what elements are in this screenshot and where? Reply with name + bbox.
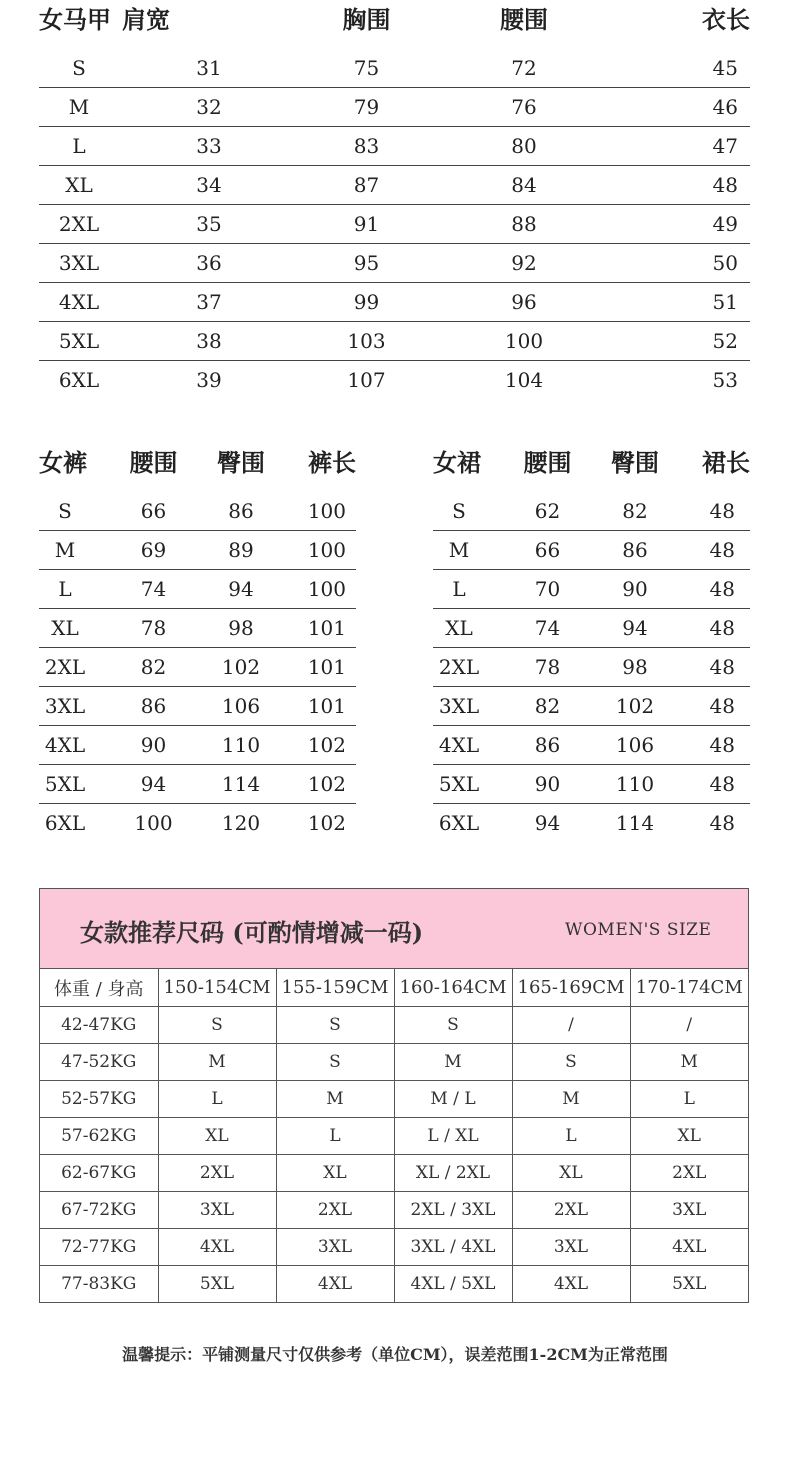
- recommended-size-cell: L: [276, 1118, 394, 1155]
- height-range-header: 150-154CM: [158, 969, 276, 1007]
- vest-measure-cell: 31: [119, 49, 299, 88]
- skirt-measure-cell: 110: [610, 765, 660, 804]
- vest-size-label: 4XL: [39, 283, 119, 322]
- recommended-size-cell: 2XL: [630, 1155, 748, 1192]
- vest-size-row: [39, 205, 750, 244]
- pants-measure-cell: 120: [221, 811, 261, 835]
- vest-measure-cell: 36: [119, 244, 299, 283]
- recommended-row: [40, 1266, 748, 1303]
- vest-header-cell: 胸围: [342, 5, 391, 34]
- skirt-measure-cell: 48: [660, 531, 750, 570]
- recommended-row: [40, 1192, 748, 1229]
- recommended-size-cell: S: [276, 1007, 394, 1044]
- recommended-size-cell: /: [630, 1007, 748, 1044]
- pants-measure-cell: 78: [91, 609, 216, 648]
- vest-header-cell: 腰围: [500, 5, 548, 34]
- vest-measure-cell: 107: [347, 368, 386, 392]
- pants-header-cell: 裤长: [308, 448, 356, 477]
- skirt-size-row: [433, 531, 750, 570]
- pants-measure-cell: 86: [91, 687, 216, 726]
- recommended-row: [40, 1118, 748, 1155]
- pants-measure-cell: 102: [266, 726, 356, 765]
- pants-measure-cell: 100: [134, 811, 173, 835]
- pants-measure-cell: 94: [216, 570, 266, 609]
- vest-header-row: [39, 0, 750, 35]
- weight-range-cell: 57-62KG: [40, 1118, 158, 1155]
- vest-measure-cell: 88: [434, 205, 614, 244]
- skirt-size-label: S: [433, 492, 485, 531]
- vest-measure-cell: 79: [299, 88, 434, 127]
- recommended-size-cell: M / L: [394, 1081, 512, 1118]
- pants-measure-cell: 86: [216, 492, 266, 531]
- recommended-size-cell: 5XL: [672, 1274, 707, 1294]
- skirt-measure-cell: 70: [485, 570, 610, 609]
- skirt-measure-cell: 48: [660, 765, 750, 804]
- skirt-measure-cell: 94: [534, 811, 561, 835]
- vest-header-cell: 女马甲: [39, 5, 111, 34]
- vest-measure-cell: 53: [712, 368, 738, 392]
- pants-measure-cell: 102: [266, 765, 356, 804]
- recommended-size-cell: 5XL: [158, 1266, 276, 1303]
- vest-measure-cell: 83: [299, 127, 434, 166]
- pants-measure-cell: 100: [266, 492, 356, 531]
- vest-measure-cell: 51: [614, 283, 750, 322]
- vest-measure-cell: 39: [196, 368, 222, 392]
- vest-measure-cell: 76: [434, 88, 614, 127]
- recommended-size-cell: 4XL: [276, 1266, 394, 1303]
- recommended-size-cell: L: [630, 1081, 748, 1118]
- vest-measure-cell: 87: [299, 166, 434, 205]
- recommended-row: [40, 1155, 748, 1192]
- skirt-header-cell: 腰围: [523, 448, 572, 477]
- recommended-row: [40, 1007, 748, 1044]
- recommended-size-cell: XL: [276, 1155, 394, 1192]
- recommended-size-grid: [40, 969, 748, 1302]
- weight-range-cell: 52-57KG: [40, 1081, 158, 1118]
- skirt-measure-cell: 78: [485, 648, 610, 687]
- skirt-size-label: 6XL: [438, 811, 480, 835]
- skirt-size-table: [433, 443, 750, 842]
- skirt-header-cell: 裙长: [702, 448, 750, 477]
- skirt-measure-cell: 98: [610, 648, 660, 687]
- recommended-size-cell: 2XL: [158, 1155, 276, 1192]
- vest-size-label: 6XL: [58, 368, 100, 392]
- recommended-size-cell: XL: [158, 1118, 276, 1155]
- recommended-size-cell: 3XL: [276, 1229, 394, 1266]
- pants-measure-cell: 114: [216, 765, 266, 804]
- recommended-size-cell: XL / 2XL: [394, 1155, 512, 1192]
- recommended-size-cell: 4XL: [158, 1229, 276, 1266]
- skirt-size-row: [433, 804, 750, 843]
- vest-size-label: S: [39, 49, 119, 88]
- pants-header-cell: 臀围: [217, 448, 265, 477]
- skirt-measure-cell: 48: [709, 811, 735, 835]
- recommended-size-banner: [40, 889, 748, 969]
- pants-size-label: 2XL: [39, 648, 91, 687]
- recommended-size-cell: M: [276, 1081, 394, 1118]
- skirt-measure-cell: 106: [610, 726, 660, 765]
- vest-measure-cell: 91: [299, 205, 434, 244]
- recommended-row: [40, 1229, 748, 1266]
- pants-header-row: [39, 443, 356, 478]
- skirt-size-row: [433, 609, 750, 648]
- pants-measure-cell: 102: [307, 811, 346, 835]
- pants-measure-cell: 102: [216, 648, 266, 687]
- skirt-measure-cell: 94: [610, 609, 660, 648]
- pants-size-label: 4XL: [39, 726, 91, 765]
- skirt-measure-cell: 86: [610, 531, 660, 570]
- vest-measure-cell: 47: [614, 127, 750, 166]
- skirt-measure-cell: 48: [660, 609, 750, 648]
- vest-size-row: [39, 127, 750, 166]
- recommended-size-cell: S: [276, 1044, 394, 1081]
- pants-size-label: 6XL: [44, 811, 86, 835]
- vest-measure-cell: 84: [434, 166, 614, 205]
- recommended-size-cell: M: [394, 1044, 512, 1081]
- skirt-size-row: [433, 765, 750, 804]
- vest-size-row: [39, 88, 750, 127]
- vest-measure-cell: 80: [434, 127, 614, 166]
- vest-measure-cell: 92: [434, 244, 614, 283]
- recommended-size-cell: M: [512, 1081, 630, 1118]
- skirt-header-row: [433, 443, 750, 478]
- recommended-size-cell: 4XL: [630, 1229, 748, 1266]
- recommended-size-cell: M: [158, 1044, 276, 1081]
- weight-range-cell: 72-77KG: [40, 1229, 158, 1266]
- vest-measure-cell: 45: [614, 49, 750, 88]
- recommended-size-cell: S: [158, 1007, 276, 1044]
- skirt-measure-cell: 74: [485, 609, 610, 648]
- pants-measure-cell: 69: [91, 531, 216, 570]
- weight-range-cell: 77-83KG: [40, 1266, 158, 1303]
- recommended-size-cell: 3XL / 4XL: [394, 1229, 512, 1266]
- skirt-measure-cell: 114: [615, 811, 655, 835]
- skirt-measure-cell: 48: [660, 687, 750, 726]
- vest-measure-cell: 52: [614, 322, 750, 361]
- vest-measure-cell: 33: [119, 127, 299, 166]
- recommended-header-row: [40, 969, 748, 1007]
- vest-size-row: [39, 322, 750, 361]
- pants-measure-cell: 106: [216, 687, 266, 726]
- vest-measure-cell: 95: [299, 244, 434, 283]
- skirt-header-cell: 女裙: [433, 448, 481, 477]
- skirt-header-cell: 臀围: [611, 448, 659, 477]
- pants-size-row: [39, 609, 356, 648]
- womens-size-subtitle: WOMEN'S SIZE: [565, 920, 712, 940]
- vest-size-label: L: [39, 127, 119, 166]
- pants-measure-cell: 82: [91, 648, 216, 687]
- skirt-measure-cell: 82: [610, 492, 660, 531]
- recommended-size-cell: M: [630, 1044, 748, 1081]
- skirt-size-row: [433, 570, 750, 609]
- pants-measure-cell: 98: [216, 609, 266, 648]
- recommended-size-cell: 4XL: [512, 1266, 630, 1303]
- vest-header-cell: 肩宽: [122, 5, 170, 34]
- skirt-size-row: [433, 648, 750, 687]
- skirt-size-label: L: [433, 570, 485, 609]
- pants-size-row: [39, 687, 356, 726]
- recommended-size-cell: 4XL / 5XL: [394, 1266, 512, 1303]
- skirt-size-row: [433, 687, 750, 726]
- pants-size-row: [39, 531, 356, 570]
- recommended-size-table: [39, 888, 749, 1303]
- vest-measure-cell: 104: [504, 368, 544, 392]
- vest-measure-cell: 46: [614, 88, 750, 127]
- skirt-measure-cell: 48: [660, 492, 750, 531]
- vest-size-label: 3XL: [39, 244, 119, 283]
- vest-measure-cell: 32: [119, 88, 299, 127]
- recommended-size-cell: 2XL: [276, 1192, 394, 1229]
- vest-measure-cell: 38: [119, 322, 299, 361]
- pants-measure-cell: 66: [91, 492, 216, 531]
- vest-measure-cell: 96: [434, 283, 614, 322]
- vest-size-label: 5XL: [39, 322, 119, 361]
- recommended-size-title: 女款推荐尺码 (可酌情增减一码): [80, 918, 424, 947]
- pants-size-label: S: [39, 492, 91, 531]
- pants-measure-cell: 100: [266, 531, 356, 570]
- weight-range-cell: 67-72KG: [40, 1192, 158, 1229]
- weight-height-header: 体重 / 身高: [40, 969, 158, 1007]
- skirt-measure-cell: 102: [610, 687, 660, 726]
- vest-measure-cell: 103: [299, 322, 434, 361]
- pants-measure-cell: 101: [266, 609, 356, 648]
- vest-size-row: [39, 283, 750, 322]
- vest-size-label: M: [39, 88, 119, 127]
- vest-size-label: XL: [39, 166, 119, 205]
- height-range-header: 170-174CM: [630, 969, 748, 1007]
- pants-size-row: [39, 726, 356, 765]
- recommended-size-cell: XL: [630, 1118, 748, 1155]
- vest-measure-cell: 48: [614, 166, 750, 205]
- vest-size-row: [39, 166, 750, 205]
- skirt-measure-cell: 86: [485, 726, 610, 765]
- height-range-header: 155-159CM: [276, 969, 394, 1007]
- pants-measure-cell: 90: [91, 726, 216, 765]
- vest-size-row: [39, 361, 750, 400]
- measurement-note: 温馨提示：平铺测量尺寸仅供参考（单位CM），误差范围1-2CM为正常范围: [122, 1345, 668, 1364]
- pants-size-row: [39, 804, 356, 843]
- vest-measure-cell: 35: [119, 205, 299, 244]
- weight-range-cell: 47-52KG: [40, 1044, 158, 1081]
- recommended-row: [40, 1044, 748, 1081]
- pants-header-cell: 女裤: [39, 448, 87, 477]
- recommended-size-cell: L: [158, 1081, 276, 1118]
- pants-measure-cell: 89: [216, 531, 266, 570]
- recommended-size-cell: XL: [512, 1155, 630, 1192]
- weight-range-cell: 62-67KG: [40, 1155, 158, 1192]
- vest-measure-cell: 34: [119, 166, 299, 205]
- skirt-measure-cell: 48: [660, 726, 750, 765]
- pants-measure-cell: 94: [91, 765, 216, 804]
- skirt-size-label: XL: [433, 609, 485, 648]
- vest-size-row: [39, 244, 750, 283]
- vest-header-cell: 衣长: [702, 5, 750, 34]
- recommended-row: [40, 1081, 748, 1118]
- recommended-size-cell: S: [394, 1007, 512, 1044]
- vest-size-table: [39, 0, 750, 399]
- pants-size-row: [39, 570, 356, 609]
- recommended-size-cell: L / XL: [394, 1118, 512, 1155]
- skirt-measure-cell: 66: [485, 531, 610, 570]
- pants-header-cell: 腰围: [129, 448, 178, 477]
- vest-measure-cell: 99: [299, 283, 434, 322]
- recommended-size-cell: 3XL: [512, 1229, 630, 1266]
- recommended-size-cell: L: [512, 1118, 630, 1155]
- recommended-size-cell: 3XL: [630, 1192, 748, 1229]
- skirt-size-label: M: [433, 531, 485, 570]
- weight-range-cell: 42-47KG: [40, 1007, 158, 1044]
- vest-measure-cell: 49: [614, 205, 750, 244]
- recommended-size-cell: 2XL: [512, 1192, 630, 1229]
- skirt-size-label: 4XL: [433, 726, 485, 765]
- pants-measure-cell: 100: [266, 570, 356, 609]
- skirt-measure-cell: 62: [485, 492, 610, 531]
- skirt-measure-cell: 90: [610, 570, 660, 609]
- height-range-header: 160-164CM: [394, 969, 512, 1007]
- vest-measure-cell: 75: [299, 49, 434, 88]
- skirt-measure-cell: 48: [660, 570, 750, 609]
- recommended-size-cell: /: [512, 1007, 630, 1044]
- recommended-size-cell: 3XL: [158, 1192, 276, 1229]
- pants-size-label: XL: [39, 609, 91, 648]
- vest-size-label: 2XL: [39, 205, 119, 244]
- vest-measure-cell: 37: [119, 283, 299, 322]
- skirt-measure-cell: 90: [485, 765, 610, 804]
- recommended-size-cell: 2XL / 3XL: [394, 1192, 512, 1229]
- vest-measure-cell: 50: [614, 244, 750, 283]
- skirt-size-label: 2XL: [433, 648, 485, 687]
- pants-measure-cell: 101: [266, 648, 356, 687]
- pants-size-row: [39, 492, 356, 531]
- skirt-size-label: 5XL: [433, 765, 485, 804]
- skirt-measure-cell: 48: [660, 648, 750, 687]
- pants-size-label: M: [39, 531, 91, 570]
- pants-size-label: L: [39, 570, 91, 609]
- vest-measure-cell: 100: [434, 322, 614, 361]
- pants-size-label: 3XL: [39, 687, 91, 726]
- skirt-size-row: [433, 492, 750, 531]
- recommended-size-cell: S: [512, 1044, 630, 1081]
- pants-measure-cell: 101: [266, 687, 356, 726]
- skirt-size-row: [433, 726, 750, 765]
- vest-measure-cell: 72: [434, 49, 614, 88]
- skirt-size-label: 3XL: [433, 687, 485, 726]
- pants-size-table: [39, 443, 356, 842]
- pants-measure-cell: 110: [216, 726, 266, 765]
- pants-size-row: [39, 648, 356, 687]
- vest-size-row: [39, 49, 750, 88]
- skirt-measure-cell: 82: [485, 687, 610, 726]
- pants-measure-cell: 74: [91, 570, 216, 609]
- pants-size-label: 5XL: [39, 765, 91, 804]
- pants-size-row: [39, 765, 356, 804]
- height-range-header: 165-169CM: [512, 969, 630, 1007]
